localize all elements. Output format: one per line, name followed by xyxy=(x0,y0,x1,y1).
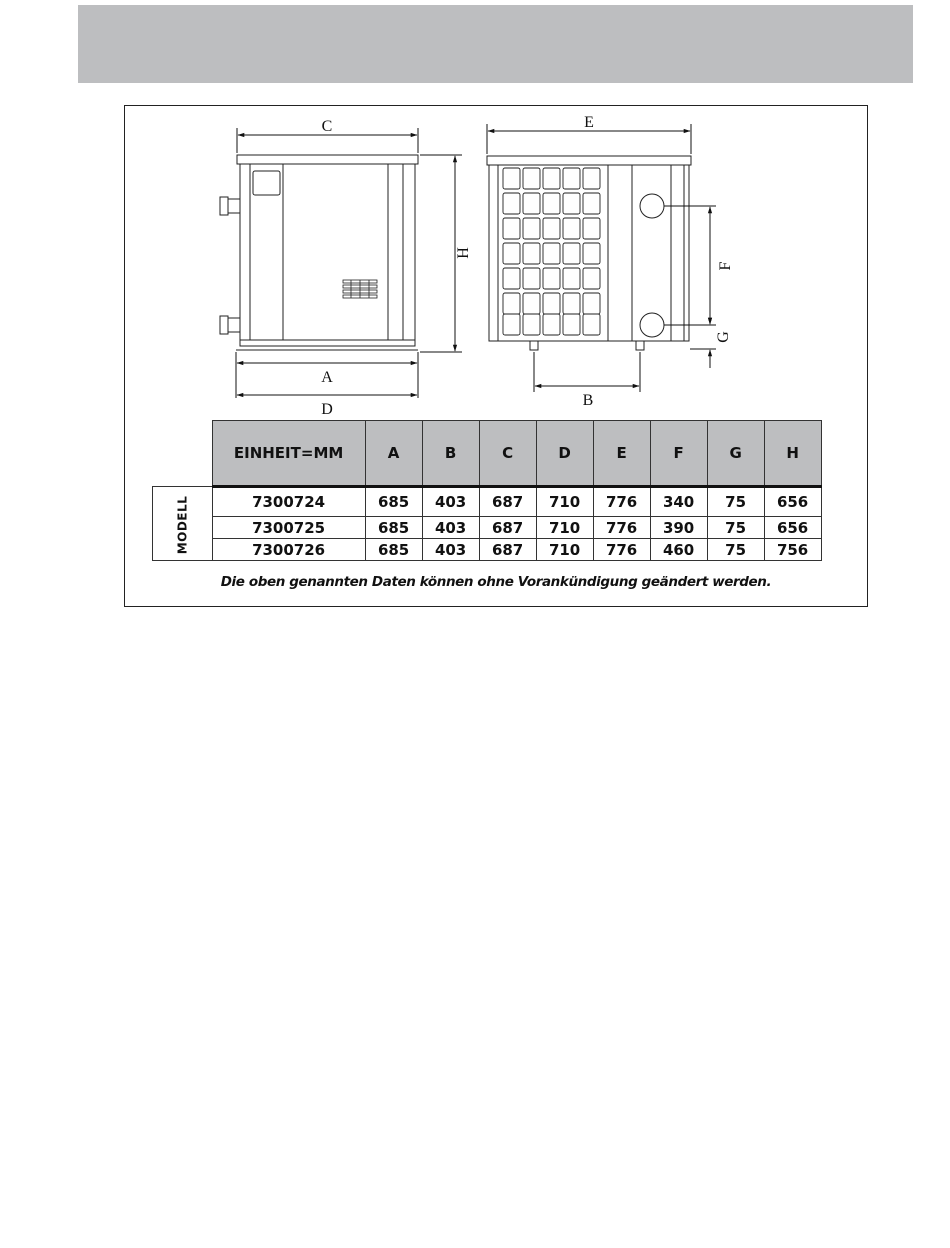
value-cell: 685 xyxy=(365,517,422,539)
label-a: A xyxy=(321,369,333,386)
value-cell: 75 xyxy=(707,517,764,539)
value-cell: 656 xyxy=(764,517,821,539)
col-header-e: E xyxy=(593,421,650,487)
value-cell: 776 xyxy=(593,517,650,539)
value-cell: 687 xyxy=(479,539,536,561)
table-row xyxy=(153,487,822,517)
table-corner xyxy=(153,421,213,487)
unit-header: EINHEIT=MM xyxy=(212,421,365,487)
table-row xyxy=(153,539,822,561)
col-header-a: A xyxy=(365,421,422,487)
value-cell: 403 xyxy=(422,487,479,517)
label-h: H xyxy=(455,247,472,259)
disclaimer-note: Die oben genannten Daten können ohne Vorankündigung geändert werden. xyxy=(220,574,772,590)
value-cell: 403 xyxy=(422,517,479,539)
value-cell: 685 xyxy=(365,539,422,561)
modell-label: MODELL xyxy=(175,495,190,554)
model-cell: 7300725 xyxy=(212,517,365,539)
col-header-g: G xyxy=(707,421,764,487)
col-header-d: D xyxy=(536,421,593,487)
value-cell: 710 xyxy=(536,539,593,561)
model-cell: 7300726 xyxy=(212,539,365,561)
label-d: D xyxy=(321,401,333,418)
model-cell: 7300724 xyxy=(212,487,365,517)
label-c: C xyxy=(321,118,333,135)
dimension-table xyxy=(152,420,822,561)
value-cell: 687 xyxy=(479,517,536,539)
value-cell: 776 xyxy=(593,539,650,561)
col-header-c: C xyxy=(479,421,536,487)
value-cell: 710 xyxy=(536,487,593,517)
value-cell: 340 xyxy=(650,487,707,517)
label-e: E xyxy=(584,114,594,131)
value-cell: 75 xyxy=(707,487,764,517)
value-cell: 403 xyxy=(422,539,479,561)
value-cell: 656 xyxy=(764,487,821,517)
label-b: B xyxy=(582,392,594,409)
label-g: G xyxy=(715,331,732,343)
col-header-h: H xyxy=(764,421,821,487)
label-f: F xyxy=(717,261,734,271)
value-cell: 460 xyxy=(650,539,707,561)
value-cell: 710 xyxy=(536,517,593,539)
value-cell: 75 xyxy=(707,539,764,561)
table-row xyxy=(153,517,822,539)
value-cell: 390 xyxy=(650,517,707,539)
value-cell: 756 xyxy=(764,539,821,561)
row-group-label xyxy=(153,487,213,561)
value-cell: 687 xyxy=(479,487,536,517)
value-cell: 685 xyxy=(365,487,422,517)
value-cell: 776 xyxy=(593,487,650,517)
col-header-b: B xyxy=(422,421,479,487)
col-header-f: F xyxy=(650,421,707,487)
